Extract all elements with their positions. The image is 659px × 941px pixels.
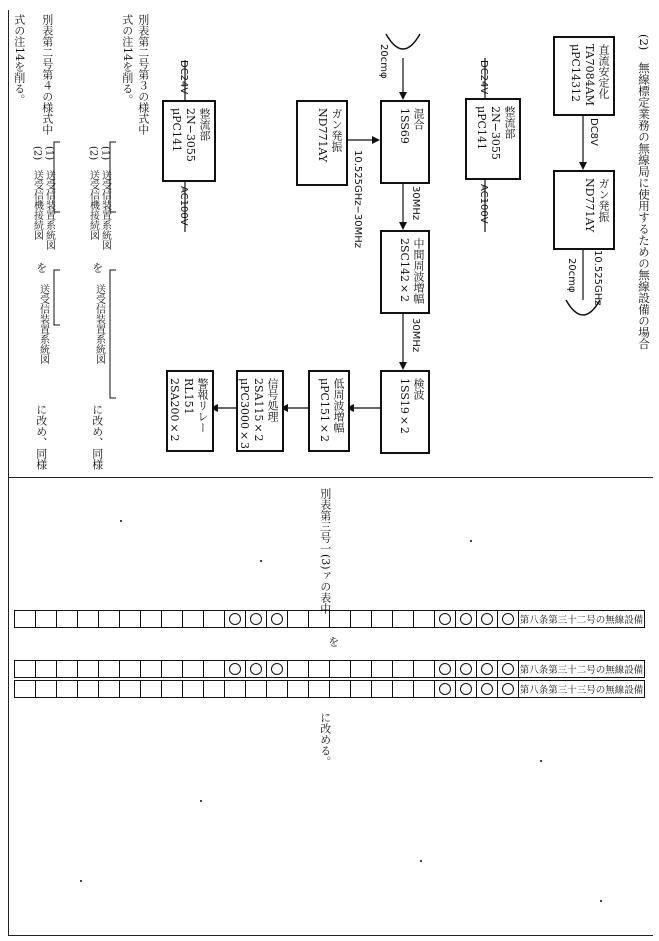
gunn-osc-top-line-2: ND771AY xyxy=(582,178,596,233)
note-item-2: (2) 送受信機接続図 xyxy=(87,146,99,241)
row-before-heading: 第八条第三十二号の無線設備 xyxy=(519,615,644,626)
mixer-box xyxy=(380,100,430,184)
detector-box xyxy=(380,370,430,454)
if1-label: 30MHz xyxy=(410,186,421,221)
mixer-line-1: 混合 xyxy=(412,108,425,130)
scan-speck xyxy=(600,900,602,902)
gunn-osc-mid-line-2: ND771AY xyxy=(315,108,329,163)
rect-b-line-2: 2N−3055 xyxy=(183,108,197,162)
detector-line-1: 検波 xyxy=(412,378,425,400)
rect-a-line-3: μPC141 xyxy=(474,106,488,150)
regulator-box xyxy=(553,36,615,116)
mixer-freq-label: 10.525GHz−30MHz xyxy=(352,150,363,249)
signal-proc-box xyxy=(236,370,284,452)
alarm-relay-line-2: RL151 xyxy=(181,378,195,415)
gunn-osc-top-line-1: ガン発振 xyxy=(597,178,610,222)
note-item-4: (2) 送受信機接続図 xyxy=(31,146,43,241)
rectifier-a-box xyxy=(465,98,521,180)
detector-line-2: 1SS19×2 xyxy=(397,378,411,434)
rectifier-b-box xyxy=(162,100,216,182)
if-amp-line-1: 中間周波増幅 xyxy=(412,238,425,304)
scan-speck xyxy=(80,880,82,882)
signal-proc-line-2: 2SA115×2 xyxy=(251,378,265,442)
table-row-after-2 xyxy=(14,680,645,698)
note-wo-2: を xyxy=(34,262,48,273)
alarm-relay-line-3: 2SA200×2 xyxy=(167,378,181,442)
lf-amp-line-2: μPC151×2 xyxy=(317,378,331,442)
section-heading: (2) 無線標定業務の無線局に使用するための無線設備の場合 xyxy=(637,34,651,350)
note-col-4: 式の注14を削る。 xyxy=(12,14,26,105)
note-col-3: 別表第二号第４の様式中 xyxy=(40,14,54,135)
scan-speck xyxy=(540,760,542,762)
scan-speck xyxy=(260,560,262,562)
lf-amp-line-1: 低周波増幅 xyxy=(332,378,345,433)
gunn-osc-top-box xyxy=(553,170,615,250)
note-col-2: 式の注14を削る。 xyxy=(120,14,134,105)
note-wo-1: を xyxy=(90,262,104,273)
row-after-2-heading: 第八条第三十三号の無線設備 xyxy=(519,685,644,696)
rect-a-line-2: 2N−3055 xyxy=(488,106,502,160)
lower-wo: を xyxy=(326,636,340,647)
scan-speck xyxy=(470,540,472,542)
if2-label: 30MHz xyxy=(410,318,421,353)
note-tail-1: に改め、同様 xyxy=(90,404,104,470)
rect-b-ac: AC100V xyxy=(178,186,189,226)
note-item-1: (1) 送受信装置系統図 xyxy=(99,146,111,251)
regulator-line-3: μPC14312 xyxy=(568,44,582,102)
top-freq-label: 10.525GHz xyxy=(592,250,603,306)
note-col-1: 別表第二号第３の様式中 xyxy=(136,14,150,135)
top-horn-label: 20cmφ xyxy=(566,258,577,293)
scan-speck xyxy=(200,800,202,802)
regulator-line-2: TA7084AM xyxy=(582,44,596,106)
mixer-line-2: 1SS69 xyxy=(397,108,411,144)
alarm-relay-line-1: 警報リレー xyxy=(196,378,209,433)
regulator-line-1: 直流安定化 xyxy=(597,44,610,99)
signal-proc-line-1: 信号処理 xyxy=(266,378,279,422)
if-amp-line-2: 2SC142×2 xyxy=(397,238,411,302)
lower-kaimeru: に改める。 xyxy=(318,712,332,767)
note-replace-1: 送受信装置系統図 xyxy=(93,284,105,364)
rect-b-dc: DC24V xyxy=(178,60,189,95)
mid-horn-label: 20cmφ xyxy=(378,44,389,79)
rect-a-line-1: 整流部 xyxy=(503,106,516,139)
table-row-before xyxy=(14,610,645,628)
if-amp-box xyxy=(380,230,430,314)
gunn-osc-mid-box xyxy=(296,100,348,186)
scan-speck xyxy=(120,520,122,522)
note-replace-2: 送受信装置系統図 xyxy=(37,284,49,364)
gunn-osc-mid-line-1: ガン発振 xyxy=(330,108,343,152)
rect-b-line-1: 整流部 xyxy=(198,108,211,141)
note-tail-2: に改め、同様 xyxy=(34,404,48,470)
rect-b-line-3: μPC141 xyxy=(169,108,183,152)
alarm-relay-box xyxy=(166,370,214,452)
rect-a-dc: DC24V xyxy=(478,60,489,95)
row-after-1-heading: 第八条第三十二号の無線設備 xyxy=(519,665,644,676)
lf-amp-box xyxy=(308,370,350,452)
rect-a-ac: AC100V xyxy=(478,184,489,224)
note-item-3: (1) 送受信装置系統図 xyxy=(43,146,55,251)
scan-speck xyxy=(420,860,422,862)
dc8v-label: DC8V xyxy=(588,118,599,146)
table-row-after-1 xyxy=(14,660,645,678)
lower-caption: 別表第三号一(3)ァの表中 xyxy=(318,488,332,614)
signal-proc-line-3: μPC3000×3 xyxy=(237,378,251,449)
